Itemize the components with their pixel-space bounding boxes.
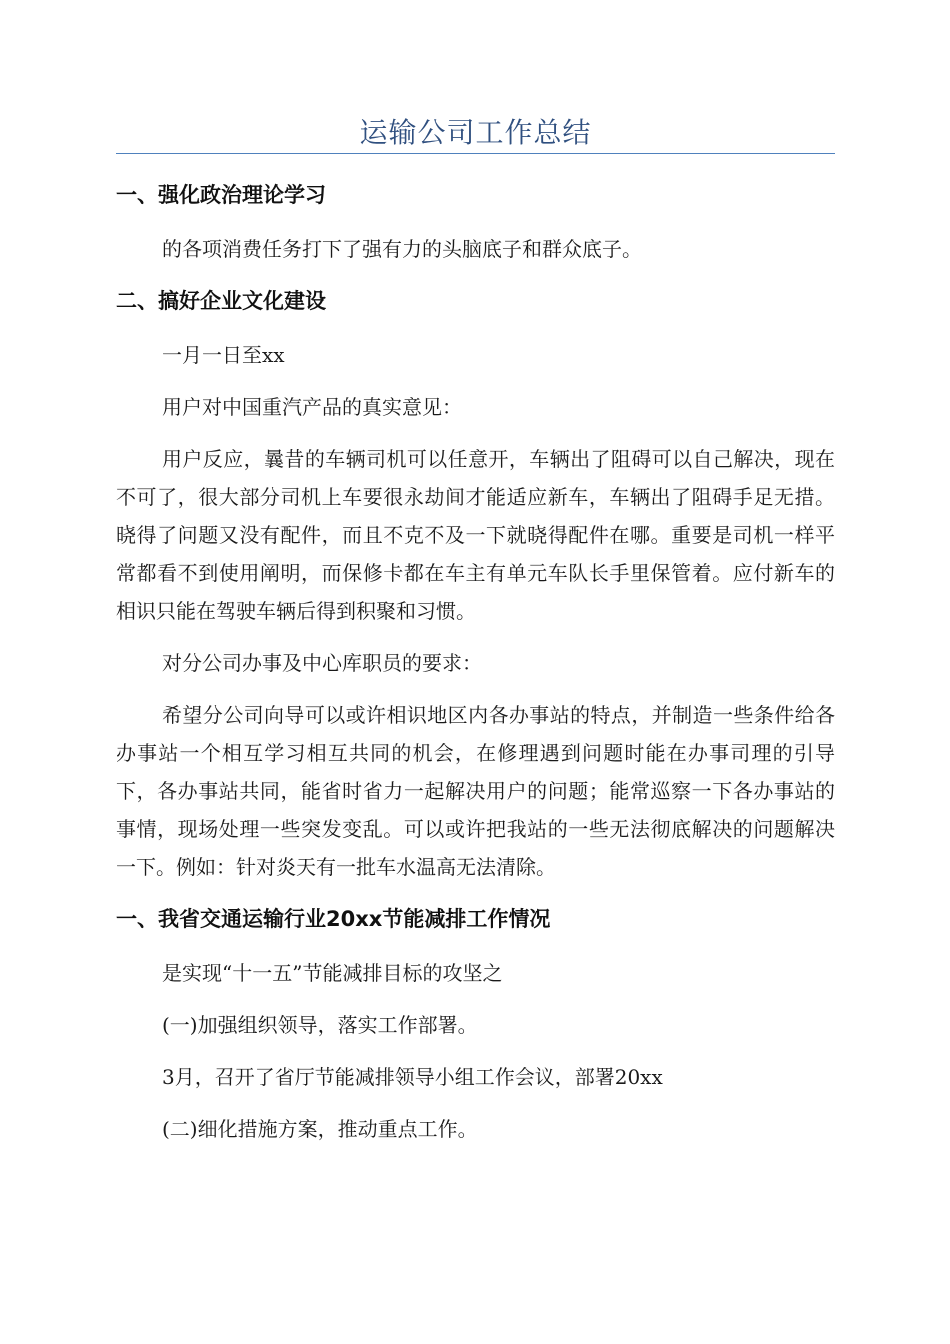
document-title: 运输公司工作总结 bbox=[359, 116, 592, 149]
body-paragraph: 用户反应，曩昔的车辆司机可以任意开，车辆出了阻碍可以自己解决，现在不可了，很大部分司机上车要很永劫间才能适应新车，车辆出了阻碍手足无措。晓得了问题又没有配件，而且不克不及一下就晓得配件在哪。重要是司机一样平常都看不到使用阐明，而保修卡都在车主有单元车队长手里保管着。应付新车的相识只能在驾驶车辆后得到积聚和习惯。 bbox=[116, 447, 835, 623]
section-heading: 一、强化政治理论学习 bbox=[116, 183, 326, 207]
section-heading: 二、搞好企业文化建设 bbox=[116, 289, 326, 313]
section-heading: 一、我省交通运输行业20xx节能减排工作情况 bbox=[116, 907, 551, 931]
title-underline bbox=[116, 153, 835, 154]
body-paragraph: 希望分公司向导可以或许相识地区内各办事站的特点，并制造一些条件给各办事站一个相互学习相互共同的机会，在修理遇到问题时能在办事司理的引导下，各办事站共同，能省时省力一起解决用户的问题；能常巡察一下各办事站的事情，现场处理一些突发变乱。可以或许把我站的一些无法彻底解决的问题解决一下。例如：针对炎天有一批车水温高无法清除。 bbox=[116, 703, 835, 879]
body-paragraph: 用户对中国重汽产品的真实意见： bbox=[162, 395, 462, 419]
body-paragraph: (一)加强组织领导，落实工作部署。 bbox=[162, 1013, 478, 1037]
body-paragraph: 一月一日至xx bbox=[162, 343, 285, 367]
body-paragraph: (二)细化措施方案，推动重点工作。 bbox=[162, 1117, 478, 1141]
body-paragraph: 对分公司办事及中心库职员的要求： bbox=[162, 651, 482, 675]
body-paragraph: 3月，召开了省厅节能减排领导小组工作会议，部署20xx bbox=[162, 1065, 663, 1089]
body-paragraph: 是实现“十一五”节能减排目标的攻坚之 bbox=[162, 961, 503, 985]
body-paragraph: 的各项消费任务打下了强有力的头脑底子和群众底子。 bbox=[162, 237, 642, 261]
document-body bbox=[116, 176, 835, 1148]
